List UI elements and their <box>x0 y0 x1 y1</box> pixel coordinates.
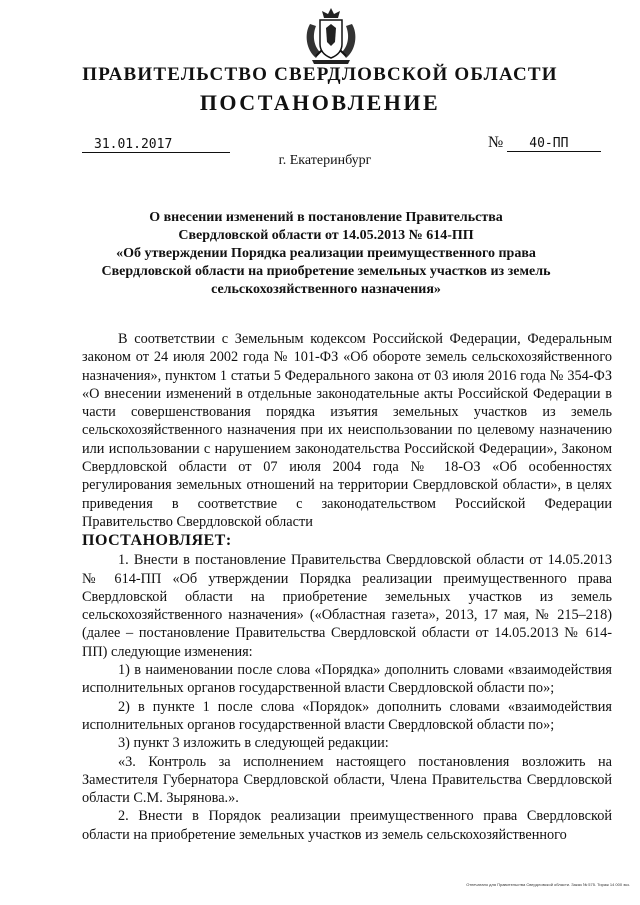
title-line: «Об утверждении Порядка реализации преимущественного права <box>116 246 536 261</box>
document-body <box>82 330 612 844</box>
title-line: сельскохозяйственного назначения» <box>211 282 441 297</box>
item-1-1-paragraph: 1) в наименовании после слова «Порядка» дополнить словами «взаимодействия исполнительных органов государственной власти Свердловской области по»; <box>82 662 612 697</box>
document-number-block <box>488 134 601 152</box>
resolves-heading: ПОСТАНОВЛЯЕТ: <box>82 532 232 550</box>
item-1-2-paragraph: 2) в пункте 1 после слова «Порядок» дополнить словами «взаимодействия исполнительных органов государственной власти Свердловской области по»; <box>82 698 612 733</box>
government-name: ПРАВИТЕЛЬСТВО СВЕРДЛОВСКОЙ ОБЛАСТИ <box>82 64 558 85</box>
city: г. Екатеринбург <box>278 153 372 168</box>
coat-of-arms-icon <box>302 6 360 66</box>
title-line: Свердловской области на приобретение земельных участков из земель <box>101 264 551 279</box>
document-type: ПОСТАНОВЛЕНИЕ <box>199 90 441 115</box>
title-line: О внесении изменений в постановление Правительства <box>149 210 503 225</box>
item-1-3-text-paragraph: «3. Контроль за исполнением настоящего постановления возложить на Заместителя Губернатора Свердловской области, Члена Правительства Свердловской области С.М. Зырянова.». <box>82 753 612 807</box>
print-footer: Отпечатано для Правительства Свердловской области. Заказ № 575. Тираж 14 000 экз. <box>466 882 630 887</box>
item-1-paragraph: 1. Внести в постановление Правительства Свердловской области от 14.05.2013 № 614-ПП «Об утверждении Порядка реализации преимущественного права Свердловской области на приобретение земельных участков из земель сельскохозяйственного назначения» («Областная газета», 2013, 17 мая, № 215–218) (далее – постановление Правительства Свердловской области от 14.05.2013 № 614-ПП) следующие изменения: <box>82 552 612 660</box>
item-2-paragraph: 2. Внести в Порядок реализации преимущественного права Свердловской области на приобретение земельных участков из земель сельскохозяйственного <box>82 808 612 843</box>
document-title <box>90 209 562 299</box>
number-sign: № <box>488 134 504 151</box>
document-date: 31.01.2017 <box>82 137 230 153</box>
preamble-paragraph: В соответствии с Земельным кодексом Российской Федерации, Федеральным законом от 24 июля 2002 года № 101-ФЗ «Об обороте земель сельскохозяйственного назначения», пунктом 1 статьи 5 Федерального закона от 03 июля 2016 года № 354-ФЗ «О внесении изменений в отдельные законодательные акты Российской Федерации в части совершенствования порядка изъятия земельных участков из земель сельскохозяйственного назначения при их неиспользовании по целевому назначению или использовании с нарушением законодательства Российской Федерации», Законом Свердловской области от 07 июля 2004 года № 18-ОЗ «Об особенностях регулирования земельных отношений на территории Свердловской области», в целях приведения в соответствие с законодательством Российской Федерации Правительство Свердловской области <box>82 331 612 530</box>
document-number: 40-ПП <box>507 136 601 152</box>
title-line: Свердловской области от 14.05.2013 № 614-ПП <box>178 228 474 243</box>
item-1-3-paragraph: 3) пункт 3 изложить в следующей редакции: <box>118 735 389 752</box>
